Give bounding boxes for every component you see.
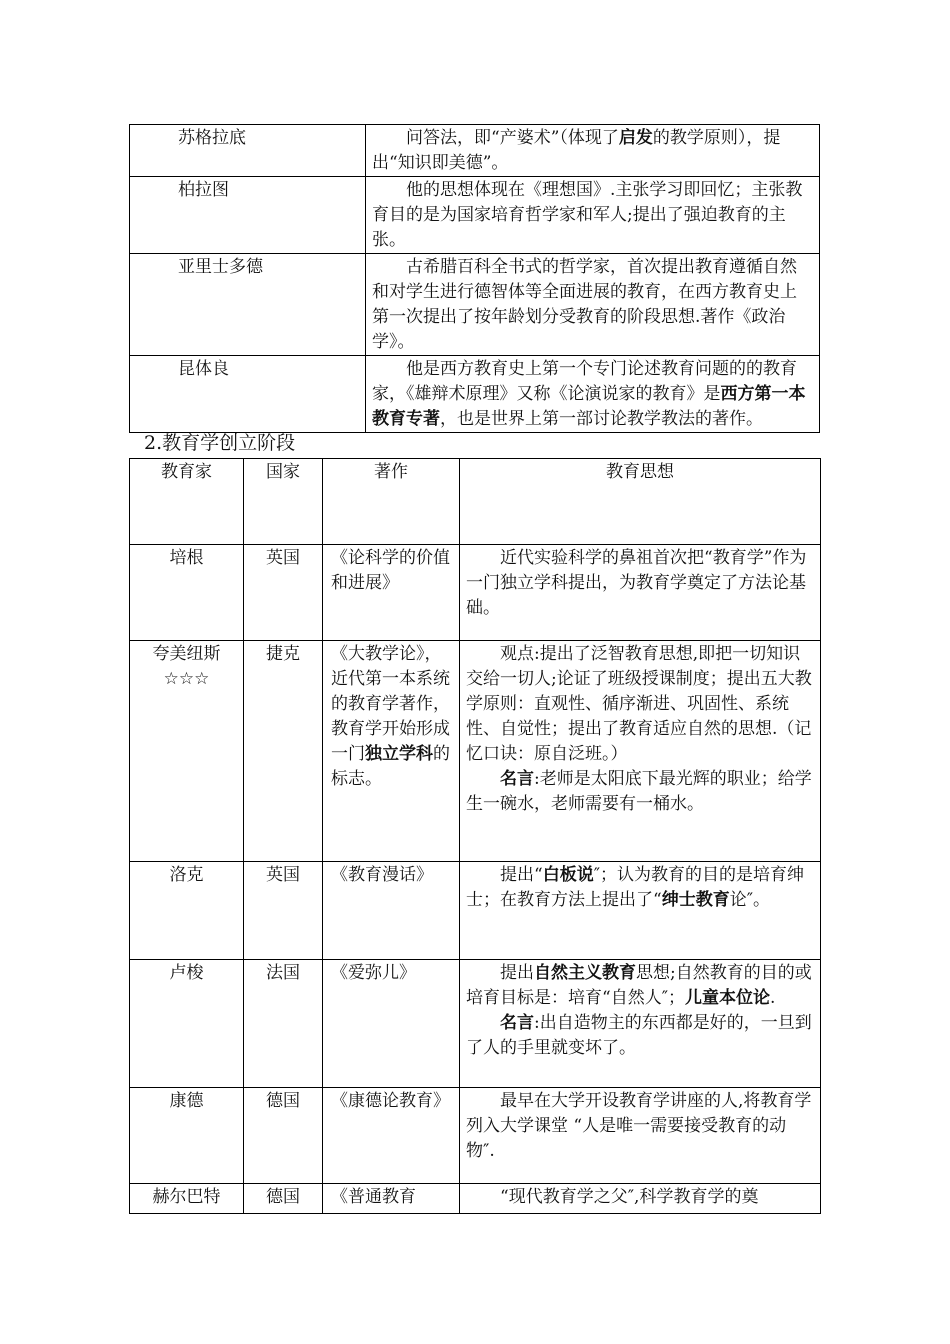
educator-country: 德国 <box>244 1088 323 1184</box>
educator-name: 亚里士多德 <box>130 254 366 356</box>
educator-name: 康德 <box>130 1088 244 1184</box>
educator-name: 苏格拉底 <box>130 125 366 177</box>
thought-paragraph: 提出自然主义教育思想;自然教育的目的或培育目标是：培育“自然人″；儿童本位论. <box>466 963 812 1008</box>
table-row <box>130 545 821 641</box>
educator-country: 英国 <box>244 862 323 960</box>
motto-paragraph: 名言:出自造物主的东西都是好的，一旦到了人的手里就变坏了。 <box>466 1013 812 1058</box>
table-row <box>130 862 821 960</box>
educator-thought <box>460 960 821 1088</box>
header-work: 著作 <box>323 459 460 545</box>
importance-stars: ☆☆☆ <box>163 669 210 689</box>
table-row <box>130 125 820 177</box>
table-header-row <box>130 459 821 545</box>
table-row <box>130 1088 821 1184</box>
section-heading: 2.教育学创立阶段 <box>144 432 296 454</box>
educator-description: 问答法，即“产婆术”（体现了启发的教学原则），提出“知识即美德”。 <box>366 125 820 177</box>
educator-thought <box>460 641 821 862</box>
educator-name: 卢梭 <box>130 960 244 1088</box>
header-educator: 教育家 <box>130 459 244 545</box>
table-row <box>130 356 820 433</box>
table-row <box>130 254 820 356</box>
educator-country: 捷克 <box>244 641 323 862</box>
educator-name: 培根 <box>130 545 244 641</box>
educator-thought: 最早在大学开设教育学讲座的人,将教育学列入大学课堂 “人是唯一需要接受教育的动物″. <box>460 1088 821 1184</box>
table-row <box>130 1184 821 1214</box>
header-country: 国家 <box>244 459 323 545</box>
educator-name <box>130 641 244 862</box>
educator-work: 《爱弥儿》 <box>323 960 460 1088</box>
educator-thought: 提出“白板说″；认为教育的目的是培育绅士；在教育方法上提出了“绅士教育论″。 <box>460 862 821 960</box>
table-row <box>130 641 821 862</box>
educator-work: 《大教学论》，近代第一本系统的教育学著作，教育学开始形成一门独立学科的标志。 <box>323 641 460 862</box>
educator-work: 《论科学的价值和进展》 <box>323 545 460 641</box>
educator-country: 法国 <box>244 960 323 1088</box>
thought-paragraph: 观点:提出了泛智教育思想,即把一切知识交给一切人;论证了班级授课制度；提出五大教学原则：直观性、循序渐进、巩固性、系统性、自觉性；提出了教育适应自然的思想.（记忆口诀：原自泛班。） <box>466 644 812 764</box>
motto-paragraph: 名言:老师是太阳底下最光辉的职业；给学生一碗水，老师需要有一桶水。 <box>466 769 812 814</box>
ancient-educators-table <box>129 124 820 433</box>
educator-name: 柏拉图 <box>130 177 366 254</box>
educator-thought: “现代教育学之父″,科学教育学的奠 <box>460 1184 821 1214</box>
founding-stage-table <box>129 458 821 1214</box>
table-row <box>130 960 821 1088</box>
educator-work: 《普通教育 <box>323 1184 460 1214</box>
educator-description: 他是西方教育史上第一个专门论述教育问题的的教育家，《雄辩术原理》又称《论演说家的教育》是西方第一本教育专著，也是世界上第一部讨论教学教法的著作。 <box>366 356 820 433</box>
educator-country: 英国 <box>244 545 323 641</box>
educator-thought: 近代实验科学的鼻祖首次把“教育学”作为一门独立学科提出，为教育学奠定了方法论基础。 <box>460 545 821 641</box>
educator-name: 昆体良 <box>130 356 366 433</box>
header-thought: 教育思想 <box>460 459 821 545</box>
educator-country: 德国 <box>244 1184 323 1214</box>
educator-work: 《教育漫话》 <box>323 862 460 960</box>
educator-name: 洛克 <box>130 862 244 960</box>
table-row <box>130 177 820 254</box>
educator-name: 赫尔巴特 <box>130 1184 244 1214</box>
educator-name-text: 夸美纽斯 <box>152 644 221 664</box>
educator-description: 他的思想体现在《理想国》.主张学习即回忆；主张教育目的是为国家培育哲学家和军人;提出了强迫教育的主张。 <box>366 177 820 254</box>
educator-work: 《康德论教育》 <box>323 1088 460 1184</box>
educator-description: 古希腊百科全书式的哲学家，首次提出教育遵循自然和对学生进行德智体等全面进展的教育，在西方教育史上第一次提出了按年龄划分受教育的阶段思想.著作《政治学》。 <box>366 254 820 356</box>
